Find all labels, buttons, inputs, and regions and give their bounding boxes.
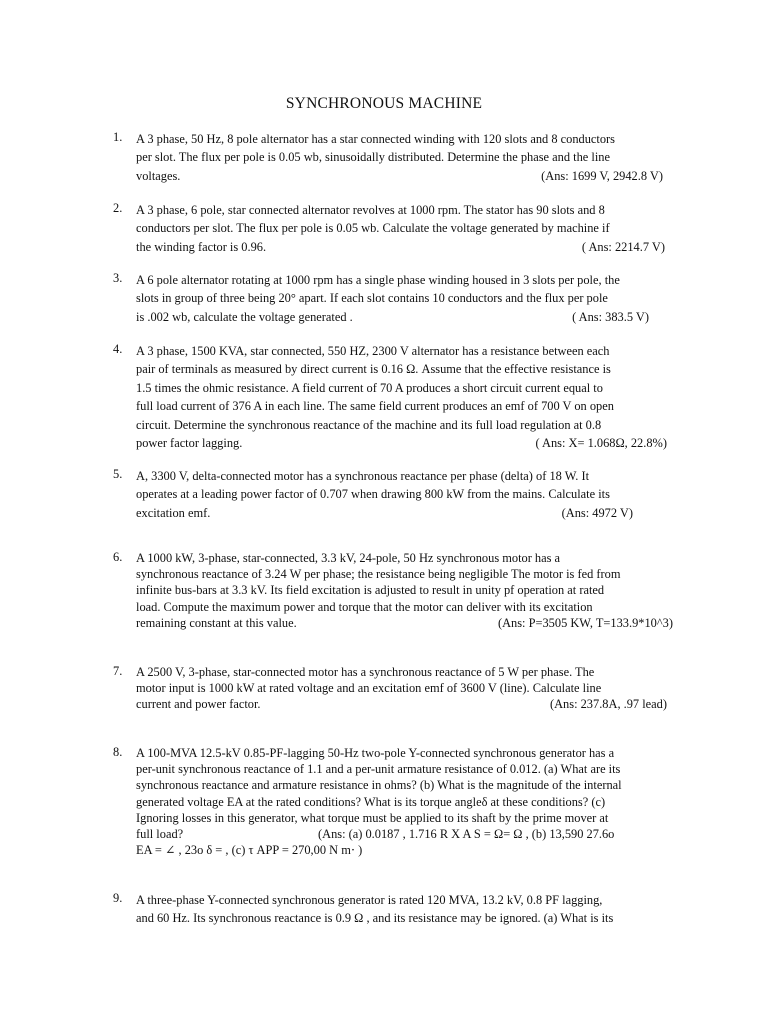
question-4 (113, 342, 679, 452)
answer-continuation: EA = ∠ , 23o δ = , (c) τ APP = 270,00 N m⋅ ) (136, 843, 363, 858)
question-line: is .002 wb, calculate the voltage generated . (136, 309, 353, 324)
question-line: current and power factor. (136, 697, 261, 712)
question-line: load. Compute the maximum power and torque that the motor can deliver with its excitation (136, 599, 593, 614)
answer-text: (Ans: 237.8A, .97 lead) (549, 697, 667, 712)
question-line: A three-phase Y-connected synchronous generator is rated 120 MVA, 13.2 kV, 0.8 PF lagging, (136, 893, 603, 907)
question-line: conductors per slot. The flux per pole is 0.05 wb. Calculate the voltage generated by machine if (136, 221, 610, 236)
answer-text: ( Ans: 2214.7 V) (581, 239, 665, 254)
question-line: excitation emf. (136, 505, 211, 520)
question-line: A 3 phase, 1500 KVA, star connected, 550 HZ, 2300 V alternator has a resistance between each (136, 344, 610, 358)
question-number: 9. (113, 891, 123, 905)
question-line: remaining constant at this value. (136, 615, 297, 630)
answer-text: (Ans: (a) 0.0187 , 1.716 R X A S = Ω= Ω , (b) 13,590 27.6o (318, 827, 615, 842)
question-line: A 3 phase, 50 Hz, 8 pole alternator has a star connected winding with 120 slots and 8 conductors (136, 132, 615, 146)
question-line: synchronous reactance of 3.24 W per phase; the resistance being negligible The motor is fed from (136, 567, 621, 582)
answer-text: (Ans: 1699 V, 2942.8 V) (541, 168, 663, 183)
question-line: A, 3300 V, delta-connected motor has a synchronous reactance per phase (delta) of 18 W. It (136, 469, 590, 483)
question-line: full load current of 376 A in each line. The same field current produces an emf of 700 V on open (136, 399, 614, 414)
question-9 (113, 891, 679, 928)
question-1 (113, 130, 679, 185)
question-2 (113, 201, 679, 256)
question-line: A 100-MVA 12.5-kV 0.85-PF-lagging 50-Hz two-pole Y-connected synchronous generator has a (136, 746, 615, 760)
question-number: 3. (113, 271, 123, 285)
question-line: Ignoring losses in this generator, what torque must be applied to its shaft by the prime mover at (136, 810, 609, 825)
question-line: A 1000 kW, 3-phase, star-connected, 3.3 kV, 24-pole, 50 Hz synchronous motor has a (136, 551, 561, 565)
question-6 (113, 550, 679, 631)
question-number: 2. (113, 201, 123, 215)
question-line: power factor lagging. (136, 436, 243, 451)
question-7 (113, 664, 679, 713)
answer-text: (Ans: P=3505 KW, T=133.9*10^3) (497, 615, 673, 630)
question-line: per-unit synchronous reactance of 1.1 and a per-unit armature resistance of 0.012. (a) What are its (136, 762, 621, 777)
question-line: operates at a leading power factor of 0.707 when drawing 800 kW from the mains. Calculate its (136, 487, 610, 502)
answer-text: ( Ans: 383.5 V) (572, 309, 649, 324)
question-8 (113, 745, 679, 858)
question-number: 8. (113, 745, 123, 759)
question-5 (113, 467, 679, 522)
answer-text: (Ans: 4972 V) (561, 505, 633, 520)
question-number: 5. (113, 467, 123, 481)
question-line: motor input is 1000 kW at rated voltage and an excitation emf of 3600 V (line). Calculate line (136, 681, 602, 696)
question-line: voltages. (136, 168, 181, 183)
question-line: circuit. Determine the synchronous reactance of the machine and its full load regulation at 0.8 (136, 417, 602, 432)
question-line: per slot. The flux per pole is 0.05 wb, sinusoidally distributed. Determine the phase and the line (136, 150, 610, 165)
question-number: 6. (113, 550, 123, 564)
question-3 (113, 271, 679, 326)
question-number: 1. (113, 130, 123, 144)
question-line: full load? (136, 827, 184, 842)
page-title: SYNCHRONOUS MACHINE (285, 95, 483, 112)
question-line: the winding factor is 0.96. (136, 239, 267, 254)
question-number: 4. (113, 342, 123, 356)
question-line: slots in group of three being 20° apart. If each slot contains 10 conductors and the flux per pole (136, 291, 608, 306)
question-number: 7. (113, 664, 123, 678)
question-line: and 60 Hz. Its synchronous reactance is 0.9 Ω , and its resistance may be ignored. (a) What is its (136, 911, 614, 926)
question-line: A 6 pole alternator rotating at 1000 rpm has a single phase winding housed in 3 slots per pole, the (136, 273, 620, 287)
question-line: A 3 phase, 6 pole, star connected alternator revolves at 1000 rpm. The stator has 90 slots and 8 (136, 203, 605, 217)
question-line: pair of terminals as measured by direct current is 0.16 Ω. Assume that the effective resistance is (136, 362, 611, 377)
answer-text: ( Ans: X= 1.068Ω, 22.8%) (535, 436, 667, 451)
question-line: synchronous reactance and armature resistance in ohms? (b) What is the magnitude of the internal (136, 778, 622, 793)
question-line: 1.5 times the ohmic resistance. A field current of 70 A produces a short circuit current equal to (136, 380, 603, 395)
question-line: A 2500 V, 3-phase, star-connected motor has a synchronous reactance of 5 W per phase. The (136, 665, 595, 679)
question-line: infinite bus-bars at 3.3 kV. Its field excitation is adjusted to result in unity pf operation at rated (136, 583, 605, 598)
question-line: generated voltage EA at the rated conditions? What is its torque angleδ at these conditions? (c) (136, 794, 606, 809)
